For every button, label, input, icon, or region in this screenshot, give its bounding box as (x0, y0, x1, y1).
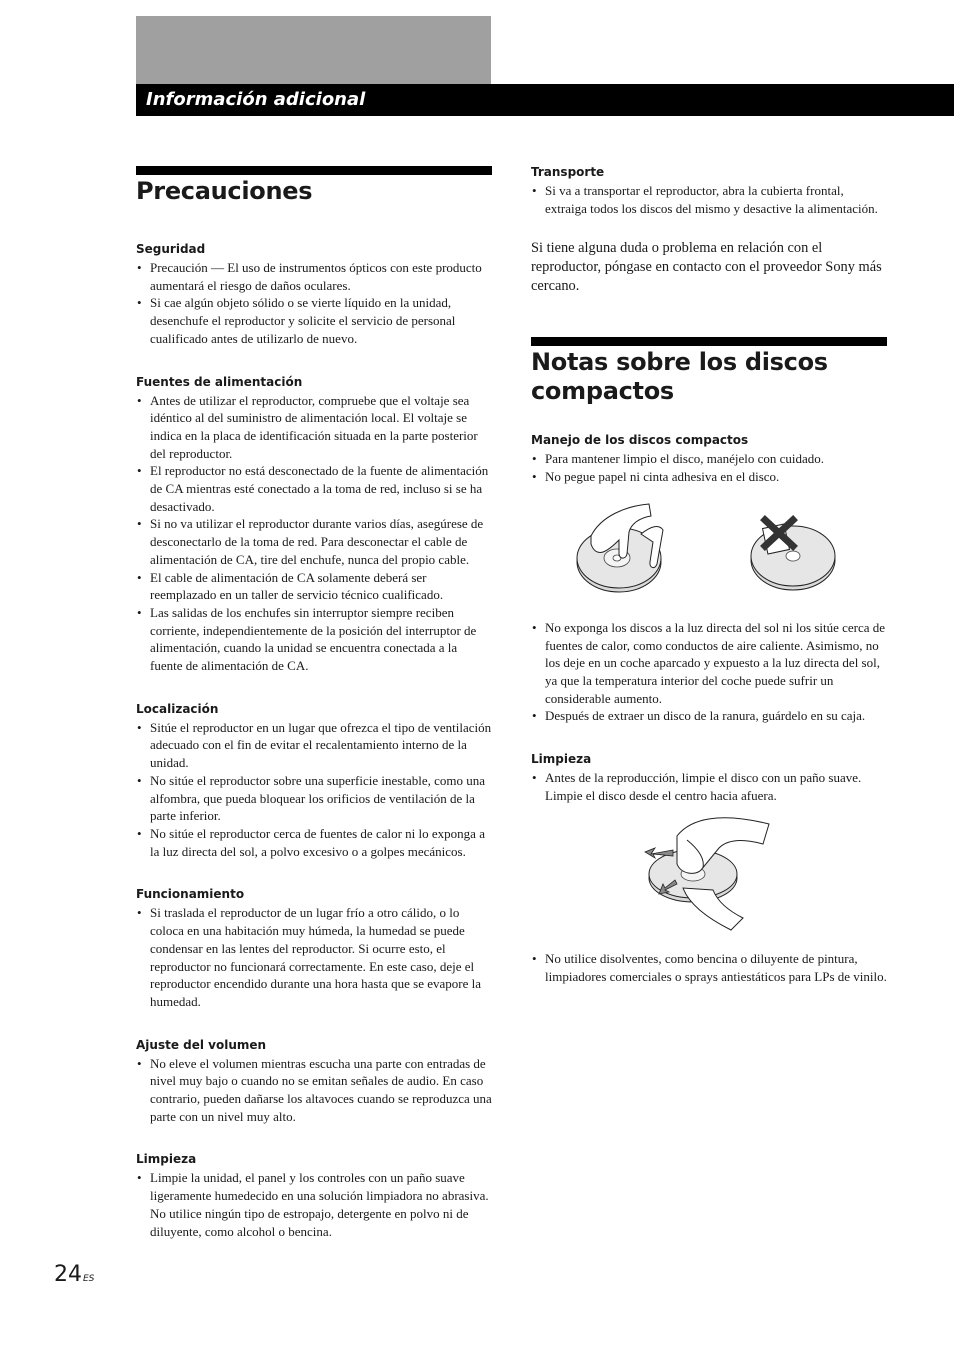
list-item: • El cable de alimentación de CA solamente deberá ser reemplazado en un taller de servicio técnico cualificado. (136, 569, 492, 604)
section-heading: Fuentes de alimentación (136, 374, 303, 389)
section-heading: Ajuste del volumen (136, 1037, 267, 1052)
title-rule (531, 337, 887, 346)
section-volumen (136, 1037, 492, 1126)
section-funcionamiento (136, 886, 492, 1010)
section-heading: Localización (136, 701, 219, 716)
bullet-list (136, 1169, 492, 1240)
section-localizacion (136, 701, 492, 861)
list-item: • No sitúe el reproductor cerca de fuentes de calor ni lo exponga a la luz directa del sol, a polvo excesivo o a golpes mecánicos. (136, 825, 492, 860)
list-item: • Si va a transportar el reproductor, abra la cubierta frontal, extraiga todos los discos del mismo y desactive la alimentación. (531, 182, 887, 217)
bullet-list (136, 259, 492, 348)
section-limpieza-discos (531, 751, 887, 804)
list-item: • Si traslada el reproductor de un lugar frío a otro cálido, o lo coloca en una habitación muy húmeda, la humedad se puede condensar en las lentes del reproductor. Si ocurre esto, el reproductor no funcionará correctamente. En este caso, deje el reproductor encendido durante una hora hasta que se evapore la humedad. (136, 904, 492, 1010)
section-limpieza (136, 1151, 492, 1240)
section-title (531, 348, 887, 406)
section-fuentes (136, 374, 492, 675)
disc-handling-illustration (531, 496, 887, 615)
list-item: • Para mantener limpio el disco, manéjelo con cuidado. (531, 450, 887, 468)
list-item: • No utilice disolventes, como bencina o diluyente de pintura, limpiadores comerciales o sprays antiestáticos para LPs de vinilo. (531, 950, 887, 985)
section-title-line2: compactos (531, 377, 674, 406)
disc-cleaning-figure (531, 814, 887, 944)
section-header: Información adicional (146, 89, 366, 110)
section-heading: Transporte (531, 165, 605, 179)
disc-cleaning-illustration (531, 814, 887, 944)
section-heading: Seguridad (136, 242, 206, 256)
section-heading: Limpieza (531, 752, 592, 767)
section-seguridad (136, 241, 492, 348)
left-column (136, 166, 492, 1240)
page-number (54, 1260, 94, 1290)
section-heading: Limpieza (136, 1152, 197, 1167)
right-column (531, 160, 887, 986)
list-item: • No pegue papel ni cinta adhesiva en el disco. (531, 468, 887, 486)
bullet-list (531, 450, 887, 485)
bullet-list (136, 392, 492, 675)
list-item: • Precaución — El uso de instrumentos ópticos con este producto aumentará el riesgo de daños oculares. (136, 259, 492, 294)
page-title: Precauciones (136, 177, 313, 205)
list-item: • Después de extraer un disco de la ranura, guárdelo en su caja. (531, 707, 887, 725)
incorrect-disc-icon (751, 524, 835, 590)
list-item: • Sitúe el reproductor en un lugar que ofrezca el tipo de ventilación adecuado con el fin de evitar el recalentamiento interno de la unidad. (136, 719, 492, 772)
bullet-list (531, 619, 887, 725)
bullet-list (531, 950, 887, 985)
section-manejo (531, 432, 887, 485)
bullet-list (531, 769, 887, 804)
list-item: • No exponga los discos a la luz directa del sol ni los sitúe cerca de fuentes de calor, como conductos de aire caliente. Asimismo, no los deje en un coche aparcado y expuesto a la luz directa del sol, ya que la temperatura interior del coche puede sufrir un considerable aumento. (531, 619, 887, 708)
bullet-list (531, 182, 887, 217)
section-title-line1: Notas sobre los discos (531, 348, 828, 377)
list-item: • El reproductor no está desconectado de la fuente de alimentación de CA mientras esté conectado a la toma de red, incluso si se ha desactivado. (136, 462, 492, 515)
section-heading: Manejo de los discos compactos (531, 433, 749, 448)
page-number-suffix: ES (83, 1274, 95, 1284)
bullet-list (136, 719, 492, 861)
header-gray-block (136, 16, 491, 84)
list-item: • Las salidas de los enchufes sin interruptor siempre reciben corriente, independientemente de la posición del interruptor de alimentación, cuando la unidad se encuentra conectada a la fuente de alimentación de CA. (136, 604, 492, 675)
list-item: • No eleve el volumen mientras escucha una parte con entradas de nivel muy bajo o cuando no se emitan señales de audio. En caso contrario, pueden dañarse los altavoces cuando se reproduzca una parte con un nivel muy alto. (136, 1055, 492, 1126)
disc-handling-figure (531, 496, 887, 615)
list-item: • Si no va utilizar el reproductor durante varios días, asegúrese de desconectarlo de la toma de red. Para desconectar el cable de alimentación de CA, tire del enchufe, nunca del propio cable. (136, 515, 492, 568)
list-item: • Limpie la unidad, el panel y los controles con un paño suave ligeramente humedecido en una solución limpiadora no abrasiva. No utilice ningún tipo de estropajo, detergente en polvo ni de diluyente, como alcohol o bencina. (136, 1169, 492, 1240)
title-rule (136, 166, 492, 175)
contact-note: Si tiene alguna duda o problema en relación con el reproductor, póngase en contacto con el proveedor Sony más cercano. (531, 240, 882, 295)
list-item: • No sitúe el reproductor sobre una superficie inestable, como una alfombra, que pueda bloquear los orificios de ventilación de la parte inferior. (136, 772, 492, 825)
section-transporte (531, 164, 887, 217)
bullet-list (136, 904, 492, 1010)
list-item: • Antes de utilizar el reproductor, compruebe que el voltaje sea idéntico al del suministro de alimentación local. El voltaje se indica en la placa de identificación situada en la parte posterior del reproductor. (136, 392, 492, 463)
bullet-list (136, 1055, 492, 1126)
list-item: • Si cae algún objeto sólido o se vierte líquido en la unidad, desenchufe el reproductor y solicite el servicio de personal cualificado antes de utilizarlo de nuevo. (136, 294, 492, 347)
section-heading: Funcionamiento (136, 887, 245, 902)
list-item: • Antes de la reproducción, limpie el disco con un paño suave. Limpie el disco desde el centro hacia afuera. (531, 769, 887, 804)
page-number-value: 24 (54, 1262, 82, 1287)
